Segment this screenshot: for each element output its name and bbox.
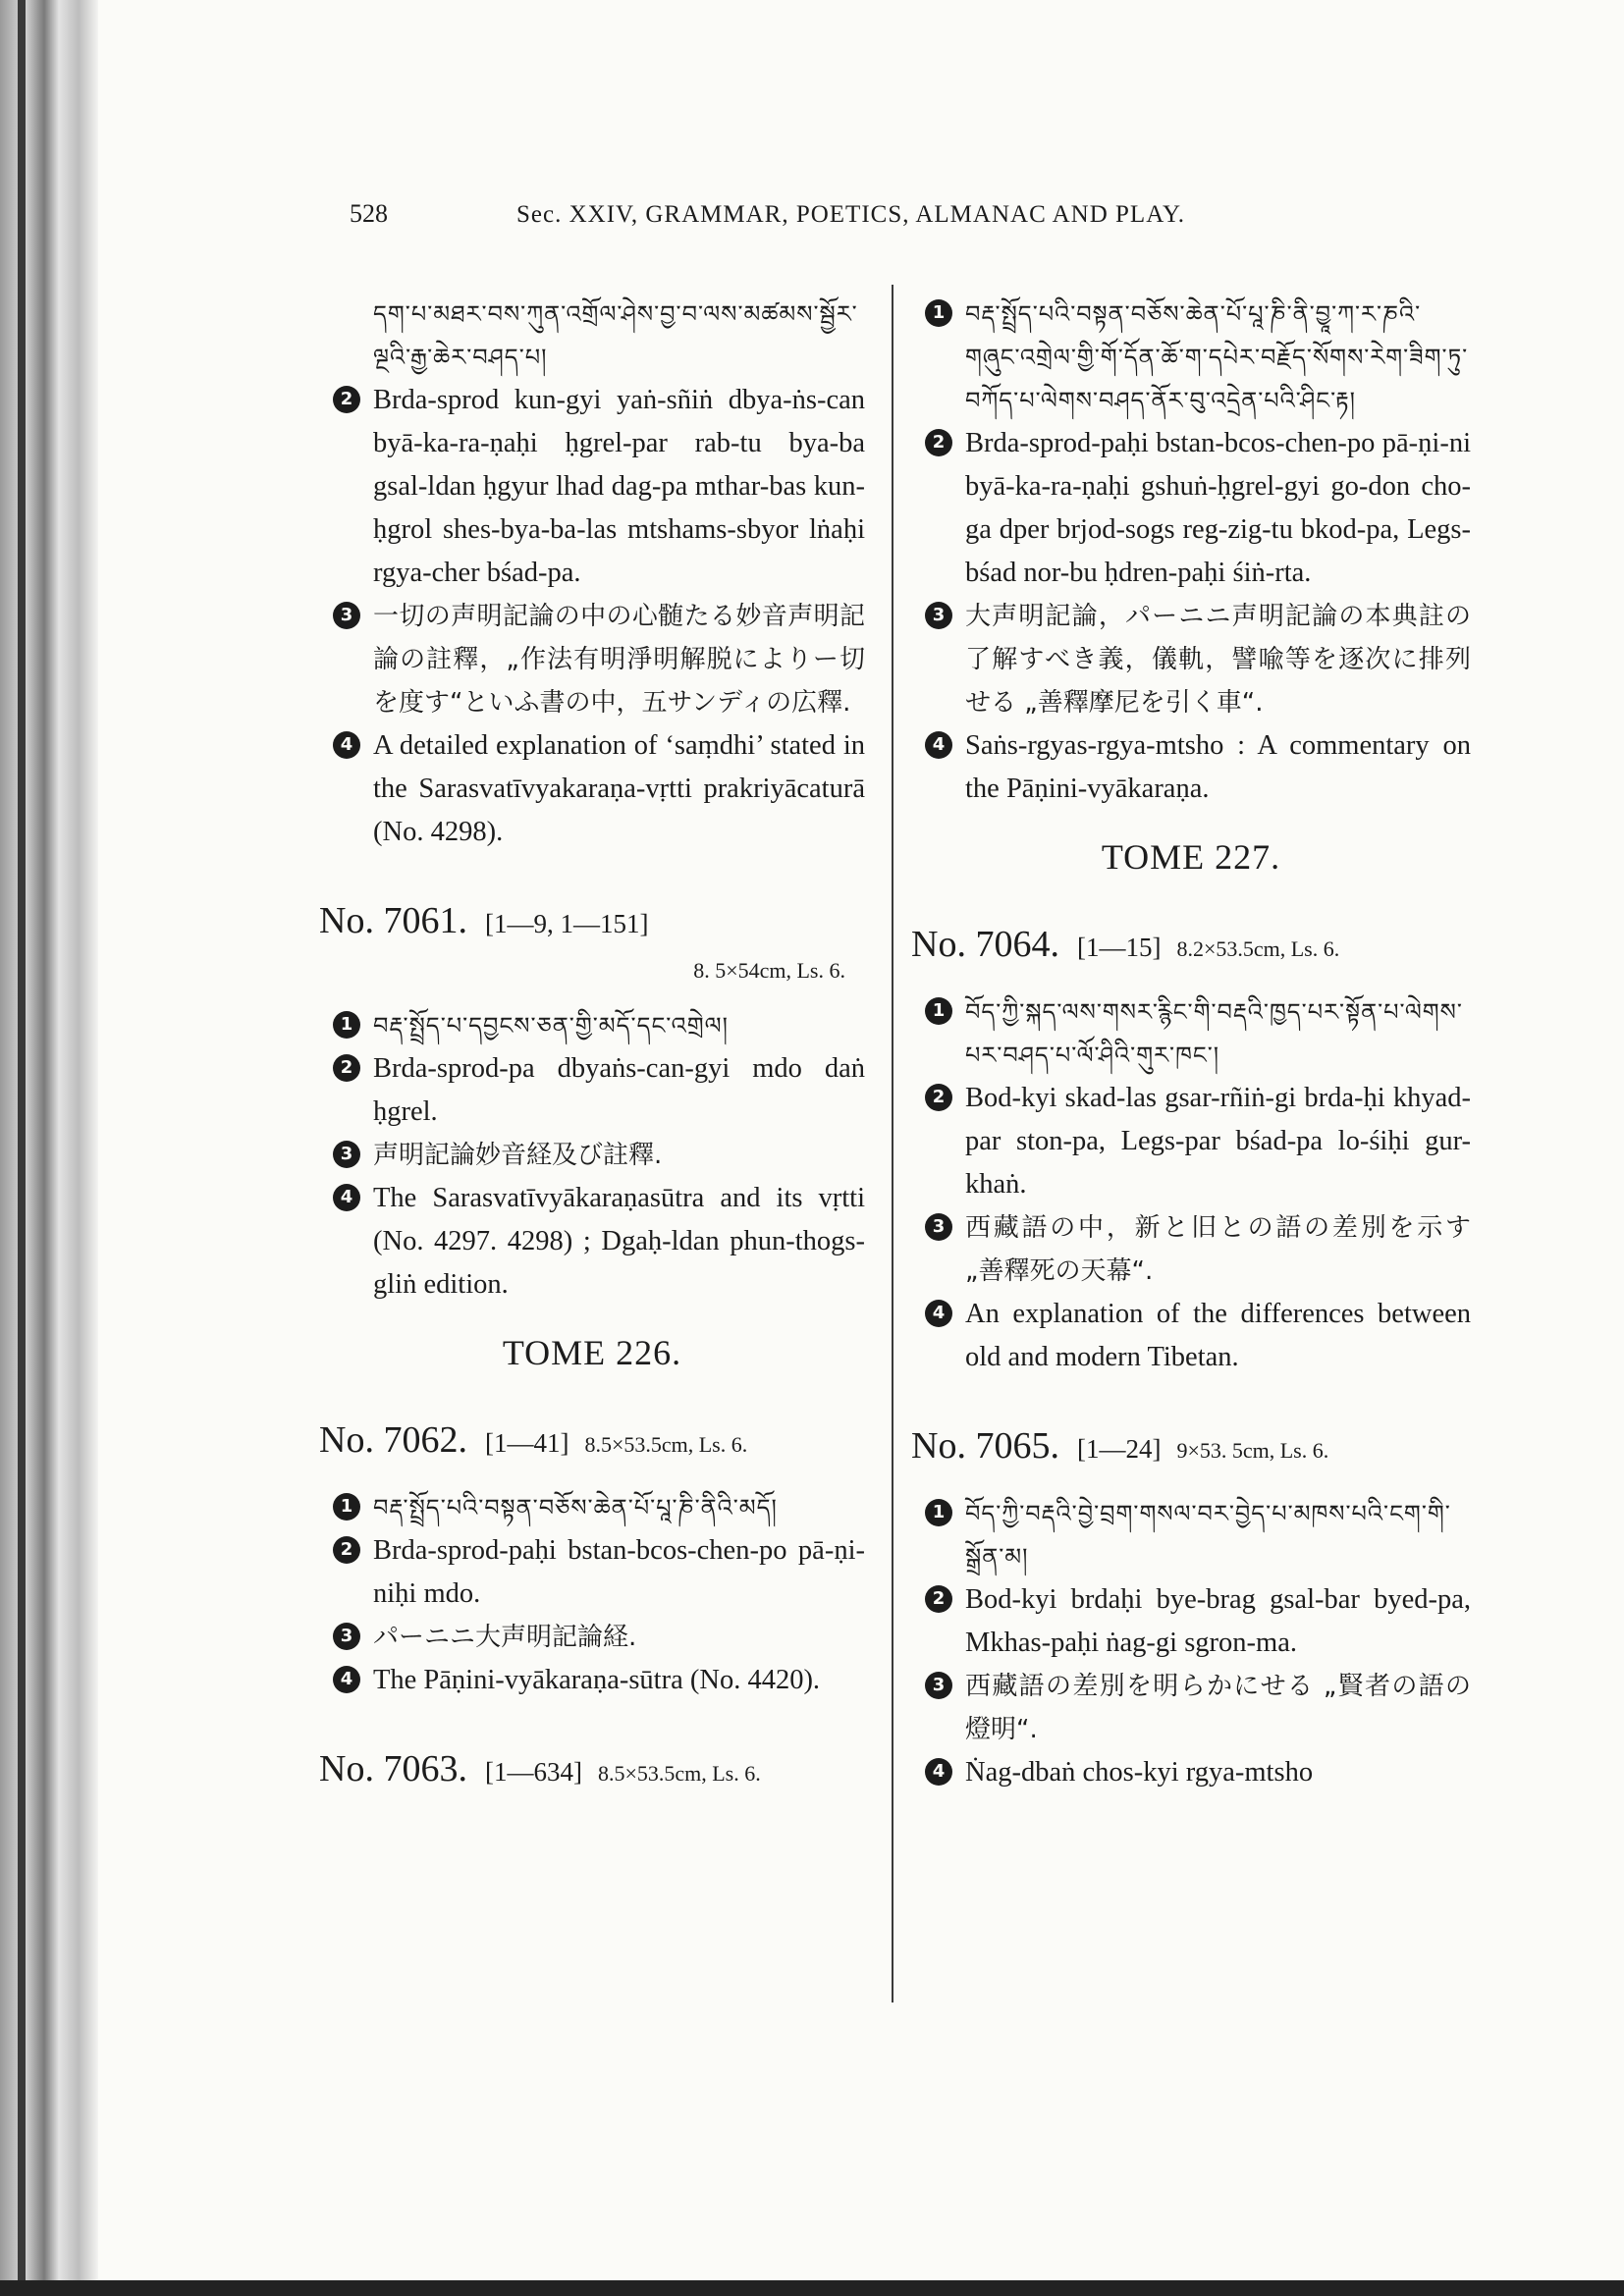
- english-text: Ṅag-dbaṅ chos-kyi rgya-mtsho: [965, 1757, 1314, 1788]
- japanese-title-cont: [911, 595, 1471, 724]
- english-description-7062: [319, 1659, 865, 1702]
- scan-bottom-edge: [0, 2280, 1624, 2296]
- marker-4-icon: 4: [925, 1300, 952, 1327]
- romanized-title-7065: [911, 1578, 1471, 1665]
- entry-heading-7063: [319, 1741, 865, 1801]
- romanized-title-7061: [319, 1047, 865, 1134]
- romanized-text: Bod-kyi brdaḥi bye-brag gsal-bar byed-pa, Mkhas-paḥi ṅag-gi sgron-ma.: [965, 1584, 1471, 1658]
- romanized-title-7062: [319, 1529, 865, 1616]
- japanese-title-7061: [319, 1134, 865, 1177]
- tibetan-text: བོད་ཀྱི་བརྡའི་བྱེ་བྲག་གསལ་བར་བྱེད་པ་མཁས་པའི་ངག་གི་སྒྲོན་མ།: [965, 1500, 1451, 1571]
- folio-range: [1—24]: [1076, 1434, 1162, 1464]
- entry-heading-7064: [911, 917, 1471, 977]
- japanese-text: 声明記論妙音経及び註釋.: [373, 1141, 663, 1170]
- romanized-text: Brda-sprod-paḥi bstan-bcos-chen-po pā-ṇi-ni byā-ka-ra-ṇaḥi gshuṅ-ḥgrel-gyi go-don cho-ga dper brjod-sogs reg-zig-tu bkod-pa, Legs-bśad nor-bu ḥdren-paḥi śiṅ-rta.: [965, 428, 1471, 588]
- tibetan-title: དག་པ་མཐར་བས་ཀུན་འགྲོལ་ཤེས་བྱ་བ་ལས་མཚམས་སྦྱོར་ལྔའི་རྒྱ་ཆེར་བཤད་པ།: [373, 300, 858, 371]
- folio-range: [1—15]: [1076, 933, 1162, 962]
- marker-4-icon: 4: [333, 1666, 360, 1693]
- folio-range: [1—634]: [484, 1757, 582, 1787]
- marker-3-icon: 3: [333, 602, 360, 629]
- marker-3-icon: 3: [925, 1672, 952, 1699]
- romanized-text: Brda-sprod kun-gyi yaṅ-sñiṅ dbya-ṅs-can byā-ka-ra-ṇaḥi ḥgrel-par rab-tu bya-ba gsal-ldan ḥgyur lhad dag-pa mthar-bas kun-ḥgrol shes-bya-ba-las mtshams-sbyor lṅaḥi rgya-cher bśad-pa.: [373, 385, 865, 588]
- marker-2-icon: 2: [925, 1084, 952, 1111]
- entry-number: No. 7061.: [319, 900, 467, 941]
- english-text: The Sarasvatīvyākaraṇasūtra and its vṛtti (No. 4297. 4298) ; Dgaḥ-ldan phun-thogs-gliṅ edition.: [373, 1183, 865, 1300]
- marker-4-icon: 4: [333, 1184, 360, 1211]
- marker-2-icon: 2: [333, 386, 360, 413]
- marker-4-icon: 4: [333, 731, 360, 759]
- page-number: 528: [350, 199, 388, 228]
- marker-2-icon: 2: [925, 429, 952, 456]
- marker-4-icon: 4: [925, 731, 952, 759]
- marker-1-icon: 1: [925, 997, 952, 1025]
- binding-edge: [18, 0, 26, 2296]
- column-divider: [892, 285, 893, 2002]
- tibetan-text: བོད་ཀྱི་སྐད་ལས་གསར་རྙིང་གི་བརྡའི་ཁྱད་པར་སྟོན་པ་ལེགས་པར་བཤད་པ་ལོ་ཤིའི་གུར་ཁང་།: [965, 998, 1463, 1069]
- english-description-cont: [911, 724, 1471, 811]
- entry-dimensions: 8.5×53.5cm, Ls. 6.: [584, 1432, 748, 1457]
- japanese-title-7065: [911, 1665, 1471, 1751]
- book-spine-shadow: [0, 0, 98, 2296]
- tibetan-text: བརྡ་སྤྲོད་པའི་བསྟན་བཅོས་ཆེན་པོ་པཱ་ཎི་ནི་བྱཱ་ཀ་ར་ཎའི་གཞུང་འགྲེལ་གྱི་གོ་དོན་ཆོ་ག་དཔེར་བརྗོད་སོགས་རེག་ཟིག་ཏུ་བཀོད་པ་ལེགས་བཤད་ནོར་བུ་འདྲེན་པའི་ཤིང་རྟ།: [965, 300, 1469, 414]
- tibetan-title-7064: [911, 990, 1471, 1077]
- entry-heading-7061: [319, 893, 865, 951]
- entry-number: No. 7065.: [911, 1425, 1059, 1467]
- japanese-text: 大声明記論，パーニニ声明記論の本典註の了解すべき義，儀軌，譬喩等を逐次に排列せる „善釋摩尼を引く車“.: [965, 602, 1471, 718]
- english-text: A detailed explanation of ‘saṃdhi’ stated in the Sarasvatīvyakaraṇa-vṛtti prakriyācaturā (No. 4298).: [373, 730, 865, 847]
- marker-3-icon: 3: [925, 1213, 952, 1241]
- right-column: [911, 293, 1471, 1794]
- entry-number: No. 7064.: [911, 924, 1059, 965]
- entry-number: No. 7062.: [319, 1419, 467, 1461]
- entry-number: No. 7063.: [319, 1748, 467, 1789]
- entry-dimensions: 8. 5×54cm, Ls. 6.: [693, 958, 845, 983]
- marker-3-icon: 3: [333, 1623, 360, 1650]
- continued-entry-left: [319, 293, 865, 379]
- romanized-text: Bod-kyi skad-las gsar-rñiṅ-gi brda-ḥi khyad-par ston-pa, Legs-par bśad-pa lo-śiḥi gur-khaṅ.: [965, 1083, 1471, 1200]
- marker-1-icon: 1: [925, 1499, 952, 1526]
- japanese-title-7064: [911, 1206, 1471, 1293]
- romanized-title-7064: [911, 1077, 1471, 1206]
- tibetan-text: བརྡ་སྤྲོད་པ་དབྱངས་ཅན་གྱི་མདོ་དང་འགྲེལ།: [373, 1012, 729, 1040]
- tibetan-text: བརྡ་སྤྲོད་པའི་བསྟན་བཅོས་ཆེན་པོ་པཱ་ཎི་ནིའི་མདོ།: [373, 1494, 778, 1522]
- english-description-7064: [911, 1293, 1471, 1379]
- tibetan-title-7061: [319, 1004, 865, 1047]
- english-description-7065: [911, 1751, 1471, 1794]
- marker-2-icon: 2: [925, 1585, 952, 1613]
- entry-dimensions: 8.5×53.5cm, Ls. 6.: [597, 1761, 761, 1786]
- folio-range: [1—9, 1—151]: [484, 909, 649, 938]
- japanese-text: 西藏語の中，新と旧との語の差別を示す „善釋死の天幕“.: [965, 1213, 1471, 1286]
- english-text: Saṅs-rgyas-rgya-mtsho : A commentary on the Pāṇini-vyākaraṇa.: [965, 730, 1471, 804]
- marker-1-icon: 1: [333, 1493, 360, 1521]
- marker-2-icon: 2: [333, 1536, 360, 1564]
- marker-3-icon: 3: [925, 602, 952, 629]
- entry-heading-7062: [319, 1413, 865, 1472]
- english-description-7061: [319, 1177, 865, 1307]
- tibetan-title-7065: [911, 1492, 1471, 1578]
- japanese-text: 一切の声明記論の中の心髄たる妙音声明記論の註釋，„作法有明淨明解脱によりー切を度す“といふ書の中，五サンディの広釋.: [373, 602, 865, 718]
- entry-heading-7065: [911, 1418, 1471, 1478]
- tome-heading-226: TOME 226.: [502, 1333, 682, 1372]
- entry-dimensions: 8.2×53.5cm, Ls. 6.: [1176, 936, 1340, 961]
- marker-3-icon: 3: [333, 1141, 360, 1168]
- marker-2-icon: 2: [333, 1054, 360, 1082]
- marker-1-icon: 1: [333, 1011, 360, 1039]
- romanized-text: Brda-sprod-pa dbyaṅs-can-gyi mdo daṅ ḥgrel.: [373, 1053, 865, 1127]
- tome-heading-227: TOME 227.: [1101, 837, 1281, 877]
- japanese-title: [319, 595, 865, 724]
- romanized-title: [319, 379, 865, 595]
- japanese-text: 西藏語の差別を明らかにせる „賢者の語の燈明“.: [965, 1672, 1471, 1744]
- marker-4-icon: 4: [925, 1758, 952, 1786]
- left-column: [319, 293, 865, 1801]
- romanized-text: Brda-sprod-paḥi bstan-bcos-chen-po pā-ṇi-niḥi mdo.: [373, 1535, 865, 1609]
- english-text: The Pāṇini-vyākaraṇa-sūtra (No. 4420).: [373, 1665, 821, 1695]
- entry-dimensions: 9×53. 5cm, Ls. 6.: [1176, 1438, 1329, 1463]
- japanese-text: パーニニ大声明記論経.: [373, 1623, 637, 1652]
- romanized-title-cont: [911, 422, 1471, 595]
- english-description: [319, 724, 865, 854]
- marker-1-icon: 1: [925, 299, 952, 327]
- tibetan-title-cont: [911, 293, 1471, 422]
- english-text: An explanation of the differences between old and modern Tibetan.: [965, 1299, 1471, 1372]
- tibetan-title-7062: [319, 1486, 865, 1529]
- folio-range: [1—41]: [484, 1428, 569, 1458]
- japanese-title-7062: [319, 1616, 865, 1659]
- page-header: [350, 199, 1331, 239]
- running-title: Sec. XXIV, GRAMMAR, POETICS, ALMANAC AND PLAY.: [516, 201, 1186, 228]
